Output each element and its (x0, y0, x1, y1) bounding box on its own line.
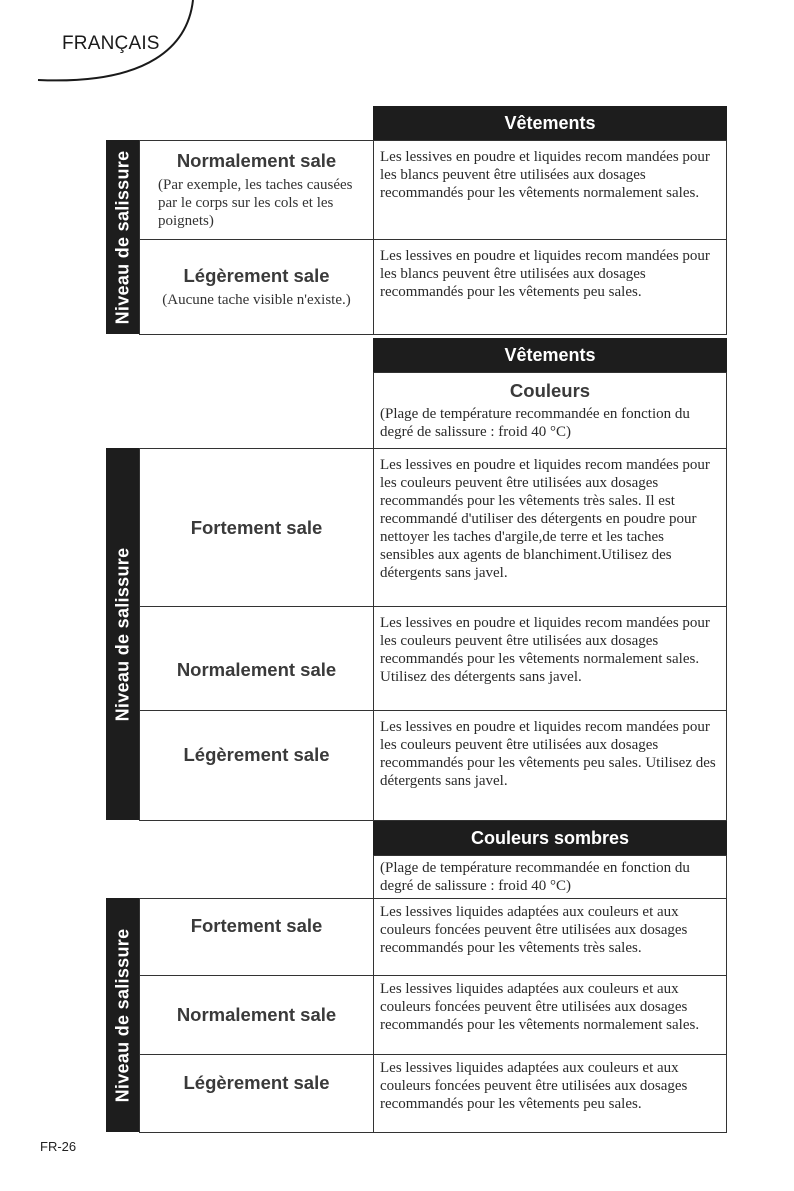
row-description: Les lessives en poudre et liquides recom mandées pour les couleurs peuvent être utilisées aux dosages recommandés pour les vêtements très sales. Il est recommandé d'utiliser des détergents en poudre pour nettoyer les taches d'argile,de terre et les taches sensibles aux agents de blanchiment.Utilisez des détergents sans javel. (373, 448, 727, 607)
subheader-note: (Plage de température recommandée en fonction du degré de salissure : froid 40 °C) (380, 406, 690, 440)
row-label-cell (139, 1054, 374, 1133)
subheader-cell (373, 372, 727, 449)
row-label: Légèrement sale (183, 265, 330, 286)
row-label: Normalement sale (176, 150, 337, 171)
row-description: Les lessives liquides adaptées aux couleurs et aux couleurs foncées peuvent être utilisées aux dosages recommandés pour les vêtements peu sales. (373, 1054, 727, 1133)
column-header: Vêtements (373, 106, 727, 140)
row-sublabel: (Aucune tache visible n'existe.) (162, 292, 351, 308)
row-label-cell (139, 140, 374, 240)
language-label: FRANÇAIS (62, 33, 160, 54)
soil-level-side-label: Niveau de salissure (106, 898, 139, 1132)
row-label-cell (139, 606, 374, 711)
column-header: Vêtements (373, 338, 727, 372)
row-label: Fortement sale (190, 915, 323, 936)
subheader-note: (Plage de température recommandée en fonction du degré de salissure : froid 40 °C) (380, 860, 690, 894)
row-description: Les lessives en poudre et liquides recom mandées pour les blancs peuvent être utilisées aux dosages recommandés pour les vêtements peu sales. (373, 239, 727, 335)
row-description: Les lessives en poudre et liquides recom mandées pour les couleurs peuvent être utilisées aux dosages recommandés pour les vêtements normalement sales. Utilisez des détergents sans javel. (373, 606, 727, 711)
row-label-cell (139, 898, 374, 976)
row-description: Les lessives liquides adaptées aux couleurs et aux couleurs foncées peuvent être utilisées aux dosages recommandés pour les vêtements normalement sales. (373, 975, 727, 1055)
row-description: Les lessives liquides adaptées aux couleurs et aux couleurs foncées peuvent être utilisées aux dosages recommandés pour les vêtements très sales. (373, 898, 727, 976)
row-description: Les lessives en poudre et liquides recom mandées pour les blancs peuvent être utilisées aux dosages recommandés pour les vêtements normalement sales. (373, 140, 727, 240)
row-label-cell (139, 975, 374, 1055)
row-label-cell (139, 448, 374, 607)
row-sublabel: (Par exemple, les taches causées par le corps sur les cols et les poignets) (158, 177, 353, 229)
row-label-cell (139, 239, 374, 335)
subheader-cell (373, 855, 727, 899)
subheader-title: Couleurs (509, 380, 591, 401)
row-label: Légèrement sale (183, 743, 330, 765)
column-header: Couleurs sombres (373, 821, 727, 855)
soil-level-side-label: Niveau de salissure (106, 448, 139, 820)
row-label: Légèrement sale (183, 1071, 330, 1093)
soil-level-side-label: Niveau de salissure (106, 140, 139, 334)
row-label: Normalement sale (176, 1004, 337, 1025)
row-label-cell (139, 710, 374, 821)
row-description: Les lessives en poudre et liquides recom mandées pour les couleurs peuvent être utilisées aux dosages recommandés pour les vêtements peu sales. Utilisez des détergents sans javel. (373, 710, 727, 821)
row-label: Normalement sale (176, 658, 337, 680)
row-label: Fortement sale (190, 516, 323, 538)
page-number: FR-26 (40, 1139, 77, 1154)
